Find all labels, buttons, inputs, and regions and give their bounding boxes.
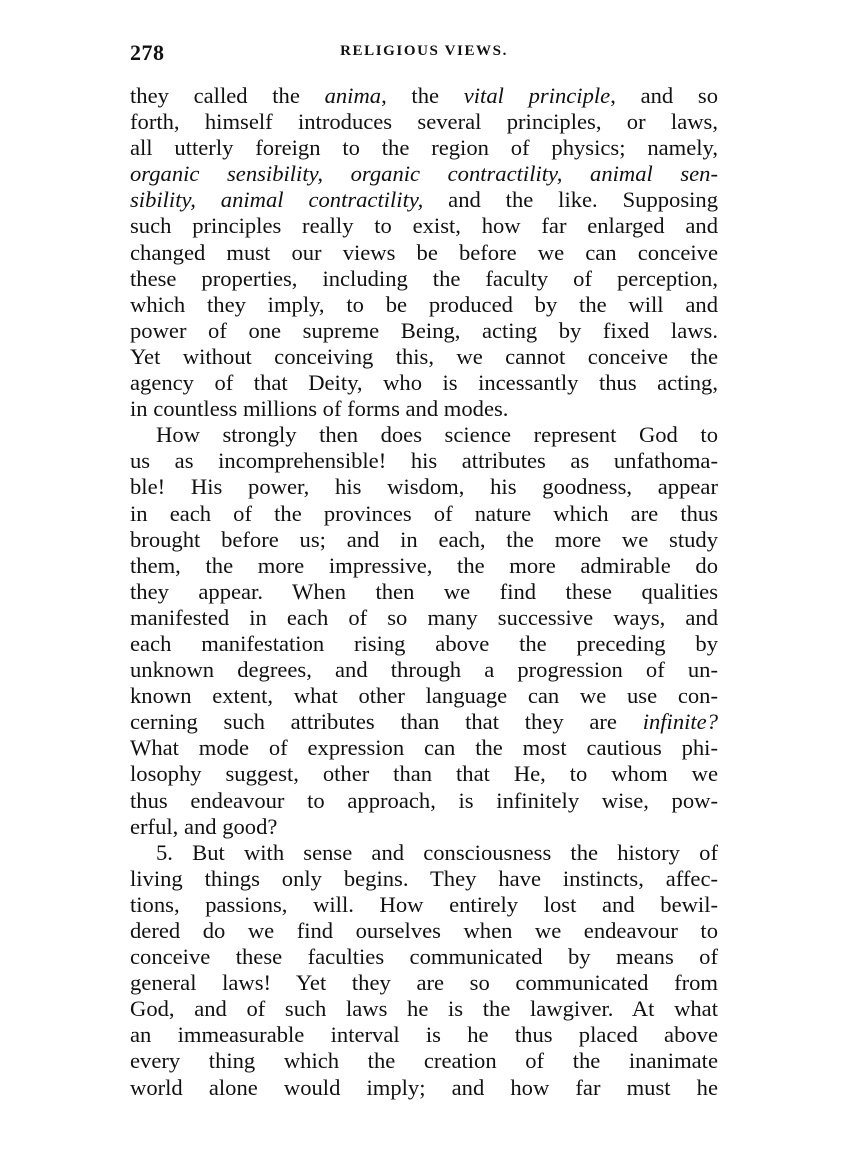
text-run: brought before us; and in each, the more we study	[130, 526, 718, 552]
text-run: agency of that Deity, who is incessantly thus acting,	[130, 370, 718, 396]
text-run: which they imply, to be produced by the will and	[130, 291, 718, 317]
text-line	[130, 579, 718, 605]
text-line	[130, 605, 718, 631]
text-line	[130, 213, 718, 239]
text-run: general laws! Yet they are so communicated from	[130, 970, 718, 996]
text-line	[130, 187, 718, 213]
text-line	[130, 240, 718, 266]
running-title: RELIGIOUS VIEWS.	[340, 43, 508, 59]
text-run: an immeasurable interval is he thus placed above	[130, 1022, 718, 1048]
text-line	[130, 866, 718, 892]
text-line	[130, 996, 718, 1022]
text-run: in countless millions of forms and modes.	[130, 396, 509, 422]
text-run: in each of the provinces of nature which are thus	[130, 500, 718, 526]
text-run: God, and of such laws he is the lawgiver. At what	[130, 996, 718, 1022]
text-run: these properties, including the faculty of perception,	[130, 265, 718, 291]
text-line	[130, 944, 718, 970]
text-line	[130, 266, 718, 292]
text-run: losophy suggest, other than that He, to whom we	[130, 761, 718, 787]
paragraph-indent	[130, 840, 718, 865]
text-run: all utterly foreign to the region of physics; namely,	[130, 135, 718, 161]
body-text	[130, 83, 718, 1101]
text-line	[130, 970, 718, 996]
text-run: changed must our views be before we can conceive	[130, 239, 718, 265]
text-line	[130, 109, 718, 135]
text-line	[130, 318, 718, 344]
text-run: world alone would imply; and how far must he	[130, 1074, 718, 1100]
text-line	[130, 1022, 718, 1048]
text-run: every thing which the creation of the inanimate	[130, 1048, 718, 1074]
text-line	[130, 292, 718, 318]
text-run: cerning such attributes than that they are	[130, 709, 643, 735]
text-line	[130, 892, 718, 918]
text-run: power of one supreme Being, acting by fixed laws.	[130, 317, 718, 343]
text-line	[130, 709, 718, 735]
italic-text: sibility, animal contractility,	[130, 187, 424, 213]
text-run: tions, passions, will. How entirely lost and bewil-	[130, 891, 718, 917]
text-line	[130, 1075, 718, 1101]
text-run: us as incomprehensible! his attributes as unfathoma-	[130, 448, 718, 474]
text-line	[130, 735, 718, 761]
text-run: them, the more impressive, the more admirable do	[130, 552, 718, 578]
text-line	[130, 422, 718, 448]
text-run: living things only begins. They have instincts, affec-	[130, 865, 718, 891]
text-line	[130, 631, 718, 657]
text-run: , the	[381, 83, 464, 108]
text-run: erful, and good?	[130, 813, 278, 839]
text-line	[130, 474, 718, 500]
text-run: Yet without conceiving this, we cannot conceive the	[130, 343, 718, 369]
text-line	[130, 1048, 718, 1074]
text-run: conceive these faculties communicated by means of	[130, 944, 718, 970]
text-line	[130, 814, 718, 840]
text-run: they called the	[130, 83, 325, 108]
text-run: and the like. Supposing	[423, 187, 719, 213]
text-run: How strongly then does science represent God to	[156, 422, 718, 448]
text-run: ble! His power, his wisdom, his goodness, appear	[130, 474, 718, 500]
text-run: known extent, what other language can we use con-	[130, 683, 718, 709]
text-line	[130, 553, 718, 579]
text-line	[130, 918, 718, 944]
running-head	[130, 40, 718, 68]
text-line	[130, 370, 718, 396]
text-run: unknown degrees, and through a progression of un-	[130, 657, 718, 683]
text-run: thus endeavour to approach, is infinitely wise, pow-	[130, 787, 718, 813]
text-line	[130, 840, 718, 866]
text-line	[130, 396, 718, 422]
paragraph-indent	[130, 422, 718, 447]
text-line	[130, 657, 718, 683]
text-line	[130, 788, 718, 814]
italic-text: anima	[324, 83, 382, 108]
text-line	[130, 683, 718, 709]
text-run: they appear. When then we find these qualities	[130, 578, 718, 604]
text-run: manifested in each of so many successive ways, and	[130, 604, 718, 630]
text-run: forth, himself introduces several principles, or laws,	[130, 109, 718, 135]
text-line	[130, 83, 718, 109]
text-run: , and so	[610, 83, 718, 108]
text-run: each manifestation rising above the preceding by	[130, 630, 718, 656]
italic-text: infinite?	[642, 709, 718, 735]
text-line	[130, 527, 718, 553]
page-number: 278	[130, 40, 165, 65]
text-line	[130, 344, 718, 370]
text-line	[130, 135, 718, 161]
italic-text: organic sensibility, organic contractility, animal sen-	[130, 161, 718, 187]
text-run: such principles really to exist, how far enlarged and	[130, 213, 718, 239]
text-line	[130, 161, 718, 187]
text-run: What mode of expression can the most cautious phi-	[130, 735, 718, 761]
text-run: 5. But with sense and consciousness the history of	[156, 839, 718, 865]
text-line	[130, 761, 718, 787]
italic-text: vital principle	[463, 83, 611, 108]
text-line	[130, 501, 718, 527]
text-line	[130, 448, 718, 474]
text-run: dered do we find ourselves when we endeavour to	[130, 918, 718, 943]
